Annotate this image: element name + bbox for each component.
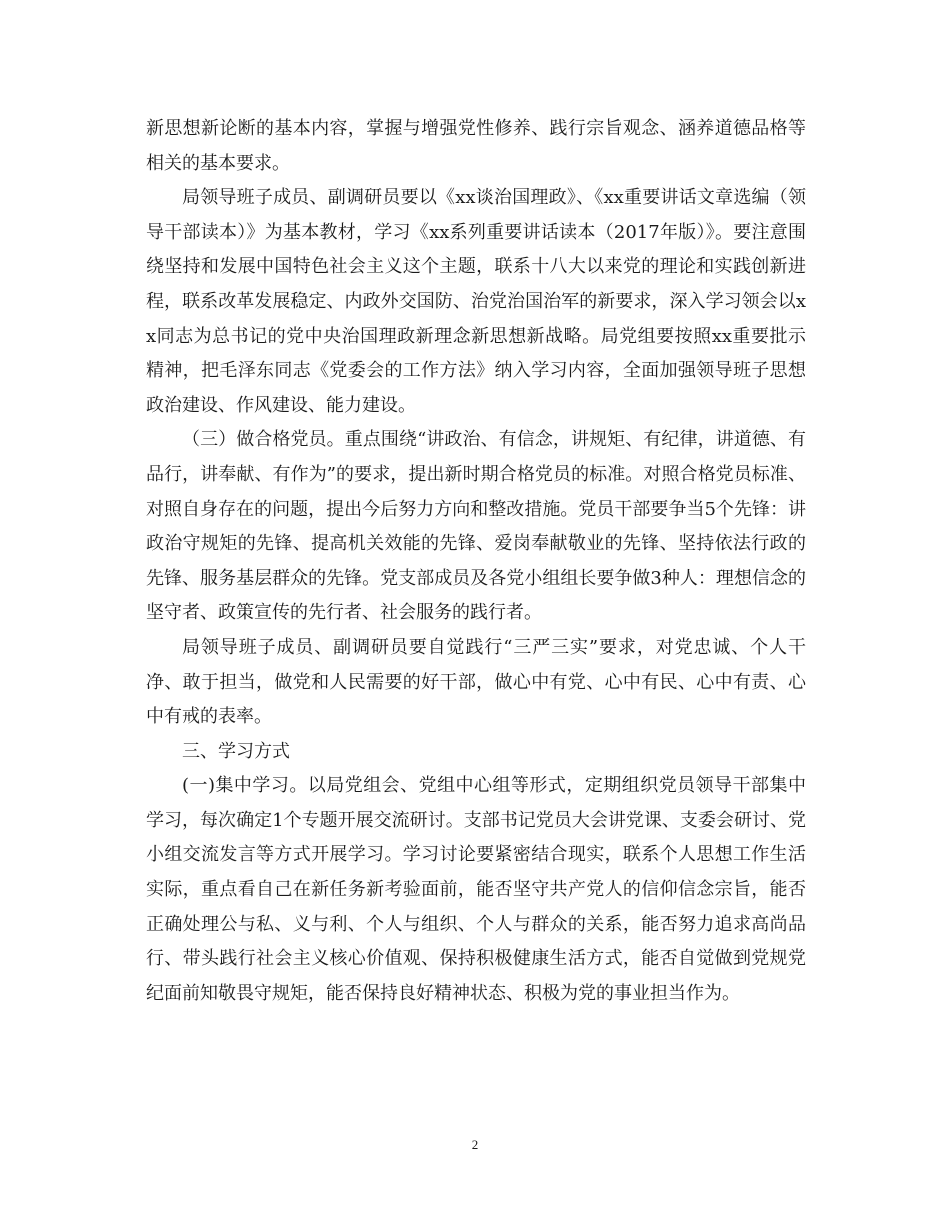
section-heading-study-methods: 三、学习方式: [182, 740, 290, 762]
paragraph-continued-basic-requirements: 新思想新论断的基本内容，掌握与增强党性修养、践行宗旨观念、涵养道德品格等相关的基本要求。: [146, 118, 806, 174]
page-number: 2: [471, 1137, 479, 1152]
paragraph-centralized-study: (一)集中学习。以局党组会、党组中心组等形式，定期组织党员领导干部集中学习，每次确定1个专题开展交流研讨。支部书记党员大会讲党课、支委会研讨、党小组交流发言等方式开展学习。学习讨论要紧密结合现实，联系个人思想工作生活实际，重点看自己在新任务新考验面前，能否坚守共产党人的信仰信念宗旨，能否正确处理公与私、义与利、个人与组织、个人与群众的关系，能否努力追求高尚品行、带头践行社会主义核心价值观、保持积极健康生活方式，能否自觉做到党规党纪面前知敬畏守规矩，能否保持良好精神状态、积极为党的事业担当作为。: [146, 775, 806, 1004]
paragraph-three-stricts-three-earnests: 局领导班子成员、副调研员要自觉践行“三严三实”要求，对党忠诚、个人干净、敢于担当，做党和人民需要的好干部，做心中有党、心中有民、心中有责、心中有戒的表率。: [146, 636, 806, 728]
paragraph-leadership-study-materials: 局领导班子成员、副调研员要以《xx谈治国理政》、《xx重要讲话文章选编（领导干部读本）》为基本教材，学习《xx系列重要讲话读本（2017年版）》。要注意围绕坚持和发展中国特色社会主义这个主题，联系十八大以来党的理论和实践创新进程，联系改革发展稳定、内政外交国防、治党治国治军的新要求，深入学习领会以xx同志为总书记的党中央治国理政新理念新思想新战略。局党组要按照xx重要批示精神，把毛泽东同志《党委会的工作方法》纳入学习内容，全面加强领导班子思想政治建设、作风建设、能力建设。: [146, 187, 806, 416]
document-body: [146, 112, 806, 1011]
paragraph-qualified-party-member: （三）做合格党员。重点围绕“讲政治、有信念，讲规矩、有纪律，讲道德、有品行，讲奉献、有作为”的要求，提出新时期合格党员的标准。对照合格党员标准、对照自身存在的问题，提出今后努力方向和整改措施。党员干部要争当5个先锋：讲政治守规矩的先锋、提高机关效能的先锋、爱岗奉献敬业的先锋、坚持依法行政的先锋、服务基层群众的先锋。党支部成员及各党小组组长要争做3种人：理想信念的坚守者、政策宣传的先行者、社会服务的践行者。: [146, 429, 806, 624]
